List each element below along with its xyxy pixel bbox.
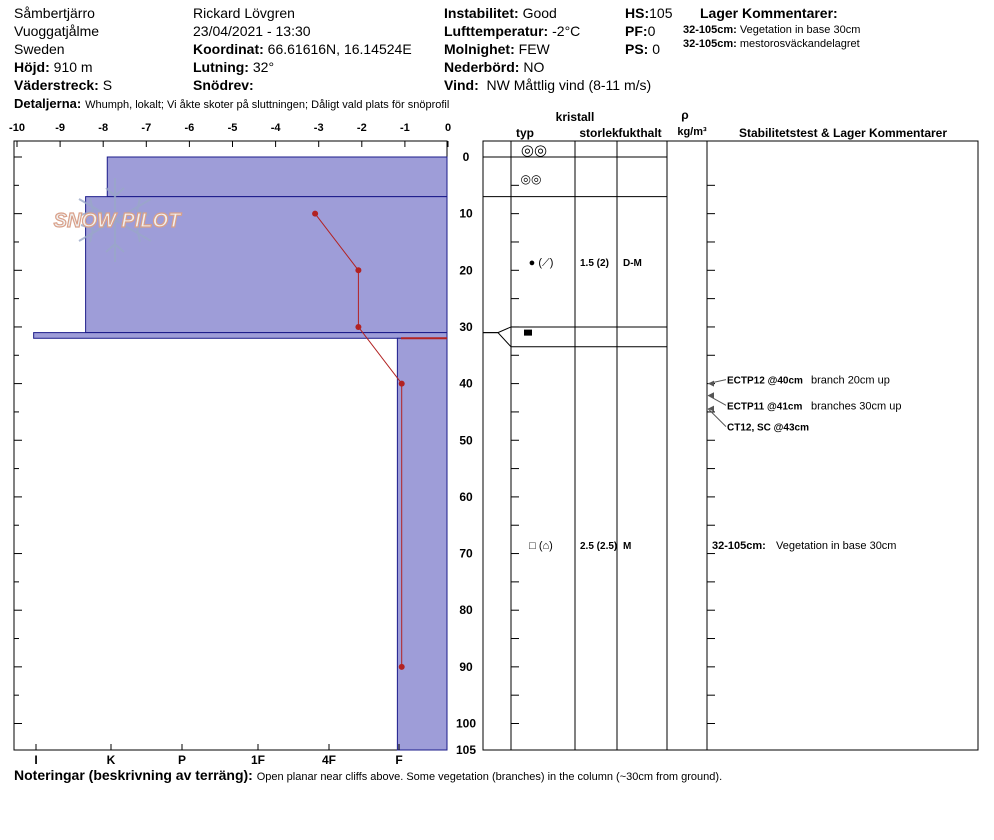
stability-test-code: CT12, SC @43cm [727, 422, 810, 434]
observer-name: Rickard Lövgren [193, 5, 295, 21]
x-bottom-tick-label: 4F [321, 753, 337, 767]
pf-value: 0 [647, 23, 656, 39]
moisture-value: M [623, 541, 632, 553]
x-top-tick-label: -3 [313, 122, 324, 134]
hardness-layer-1 [107, 157, 447, 197]
sky-label: Molnighet: [444, 41, 515, 57]
x-top-tick-label: -7 [141, 122, 152, 134]
stability-value: Good [522, 5, 557, 21]
header-moisture: fukthalt [618, 126, 662, 140]
layer-comment-2-range: 32-105cm: [683, 38, 737, 50]
x-bottom-tick-label: 1F [250, 753, 266, 767]
layer-comment-2-text: mestorosväckandelagret [739, 38, 860, 50]
ps-value: 0 [652, 41, 661, 57]
crystal-size: 1.5 (2) [580, 257, 609, 269]
x-bottom-tick-label: K [106, 753, 116, 767]
depth-tick-label: 40 [459, 376, 473, 391]
table-layer-comment-text: Vegetation in base 30cm [776, 540, 897, 553]
hardness-layer-4 [397, 338, 447, 750]
rounded-grains-icon: ◎◎ [520, 172, 542, 186]
stability-test-code: ECTP12 @40cm [727, 375, 803, 387]
stability-test-comment: branch 20cm up [811, 374, 890, 387]
temperature-point-5 [399, 664, 405, 670]
stability-test-arrow [708, 409, 726, 427]
coord-value: 66.61616N, 16.14524E [267, 41, 412, 57]
ps-label: PS: [625, 41, 649, 57]
table-layer-comment-range: 32-105cm: [712, 540, 766, 553]
wind-value: NW Måttlig vind (8-11 m/s) [486, 77, 652, 93]
rounded-grains-icon: ◎◎ [520, 142, 548, 159]
x-top-tick-label: -1 [400, 122, 410, 134]
x-top-tick-label: -9 [55, 122, 65, 134]
header-crystal: kristall [555, 110, 595, 124]
crystal-type-icon: □ (⌂) [529, 540, 553, 553]
depth-tick-label: 80 [459, 603, 473, 618]
x-bottom-tick-label: F [395, 753, 403, 767]
sky-value: FEW [518, 41, 550, 57]
country-name: Sweden [14, 41, 65, 57]
pf-label: PF: [625, 23, 648, 39]
x-top-tick-label: -8 [98, 122, 109, 134]
layer-comment-1-range: 32-105cm: [683, 24, 737, 36]
hardness-layer-3 [34, 333, 447, 339]
precip-label: Nederbörd: [444, 59, 520, 75]
x-top-tick-label: -6 [184, 122, 195, 134]
ice-layer-icon [524, 330, 532, 336]
layer-comments-title-text: Lager Kommentarer: [700, 5, 838, 21]
airtemp-value: -2°C [552, 23, 581, 39]
depth-tick-label: 70 [459, 546, 473, 561]
slope-value: 32° [252, 59, 275, 75]
table-frame [483, 141, 978, 750]
drift-label: Snödrev: [193, 77, 254, 93]
observation-datetime: 23/04/2021 - 13:30 [193, 23, 311, 39]
aspect-value: S [102, 77, 113, 93]
footer-text: Open planar near cliffs above. Some vegetation (branches) in the column (~30cm from ground). [256, 771, 723, 783]
header-rho: ρ [681, 108, 689, 122]
hs-label: HS: [625, 5, 650, 21]
location-name: Såmbertjärro [14, 5, 95, 21]
footer-label: Noteringar (beskrivning av terräng): [14, 767, 253, 783]
depth-tick-label: 10 [459, 206, 473, 221]
moisture-value: D-M [623, 257, 642, 269]
hardness-layers [34, 157, 447, 750]
details-text: Whumph, lokalt; Vi åkte skoter på sluttningen; Dåligt vald plats för snöprofil [85, 99, 450, 111]
depth-tick-label: 0 [462, 150, 470, 164]
wind-label: Vind: [444, 77, 479, 93]
stability-test-comment: branches 30cm up [811, 400, 902, 413]
x-bottom-tick-label: I [34, 753, 38, 767]
depth-tick-label: 20 [459, 263, 473, 278]
x-top-tick-label: -10 [9, 122, 25, 134]
header-size: storlek [579, 126, 619, 140]
boundary-connector [483, 327, 511, 333]
airtemp-label: Lufttemperatur: [444, 23, 549, 39]
header-stability: Stabilitetstest & Lager Kommentarer [738, 126, 948, 140]
x-top-tick-label: 0 [444, 122, 452, 134]
depth-tick-label: 100 [455, 716, 477, 731]
logo-text: SNOW PILOT [53, 210, 181, 232]
elevation-label: Höjd: [14, 59, 50, 75]
depth-tick-label: 60 [459, 489, 473, 504]
arrow-head-icon [708, 406, 714, 412]
depth-tick-label: 105 [455, 743, 477, 757]
crystal-size: 2.5 (2.5) [580, 541, 618, 553]
layer-table [483, 108, 978, 750]
crystal-type-icon: ● (⟋) [528, 256, 554, 269]
elevation-value: 910 m [53, 59, 93, 75]
stability-label: Instabilitet: [444, 5, 519, 21]
header-density-unit: kg/m³ [677, 126, 707, 138]
depth-tick-label: 90 [459, 659, 473, 674]
coord-label: Koordinat: [193, 41, 264, 57]
aspect-label: Väderstreck: [14, 77, 99, 93]
layer-comment-1-text: Vegetation in base 30cm [739, 24, 861, 36]
temperature-point-1 [312, 211, 318, 217]
stability-test-code: ECTP11 @41cm [727, 401, 803, 413]
header-type: typ [516, 126, 534, 140]
stability-test-arrow [708, 395, 726, 405]
hs-value: 105 [649, 5, 673, 21]
depth-tick-label: 50 [459, 433, 473, 448]
arrow-head-icon [708, 381, 714, 387]
x-top-tick-label: -2 [356, 122, 367, 134]
area-name: Vuoggatjålme [14, 23, 100, 39]
temperature-point-3 [355, 324, 361, 330]
boundary-connector [483, 333, 511, 347]
slope-label: Lutning: [193, 59, 249, 75]
details-label: Detaljerna: [14, 96, 82, 111]
x-bottom-tick-label: P [177, 753, 187, 767]
x-top-tick-label: -4 [270, 122, 281, 134]
temperature-point-2 [355, 267, 361, 273]
temperature-point-4 [399, 381, 405, 387]
precip-value: NO [523, 59, 545, 75]
depth-tick-label: 30 [459, 319, 473, 334]
x-top-tick-label: -5 [227, 122, 238, 134]
